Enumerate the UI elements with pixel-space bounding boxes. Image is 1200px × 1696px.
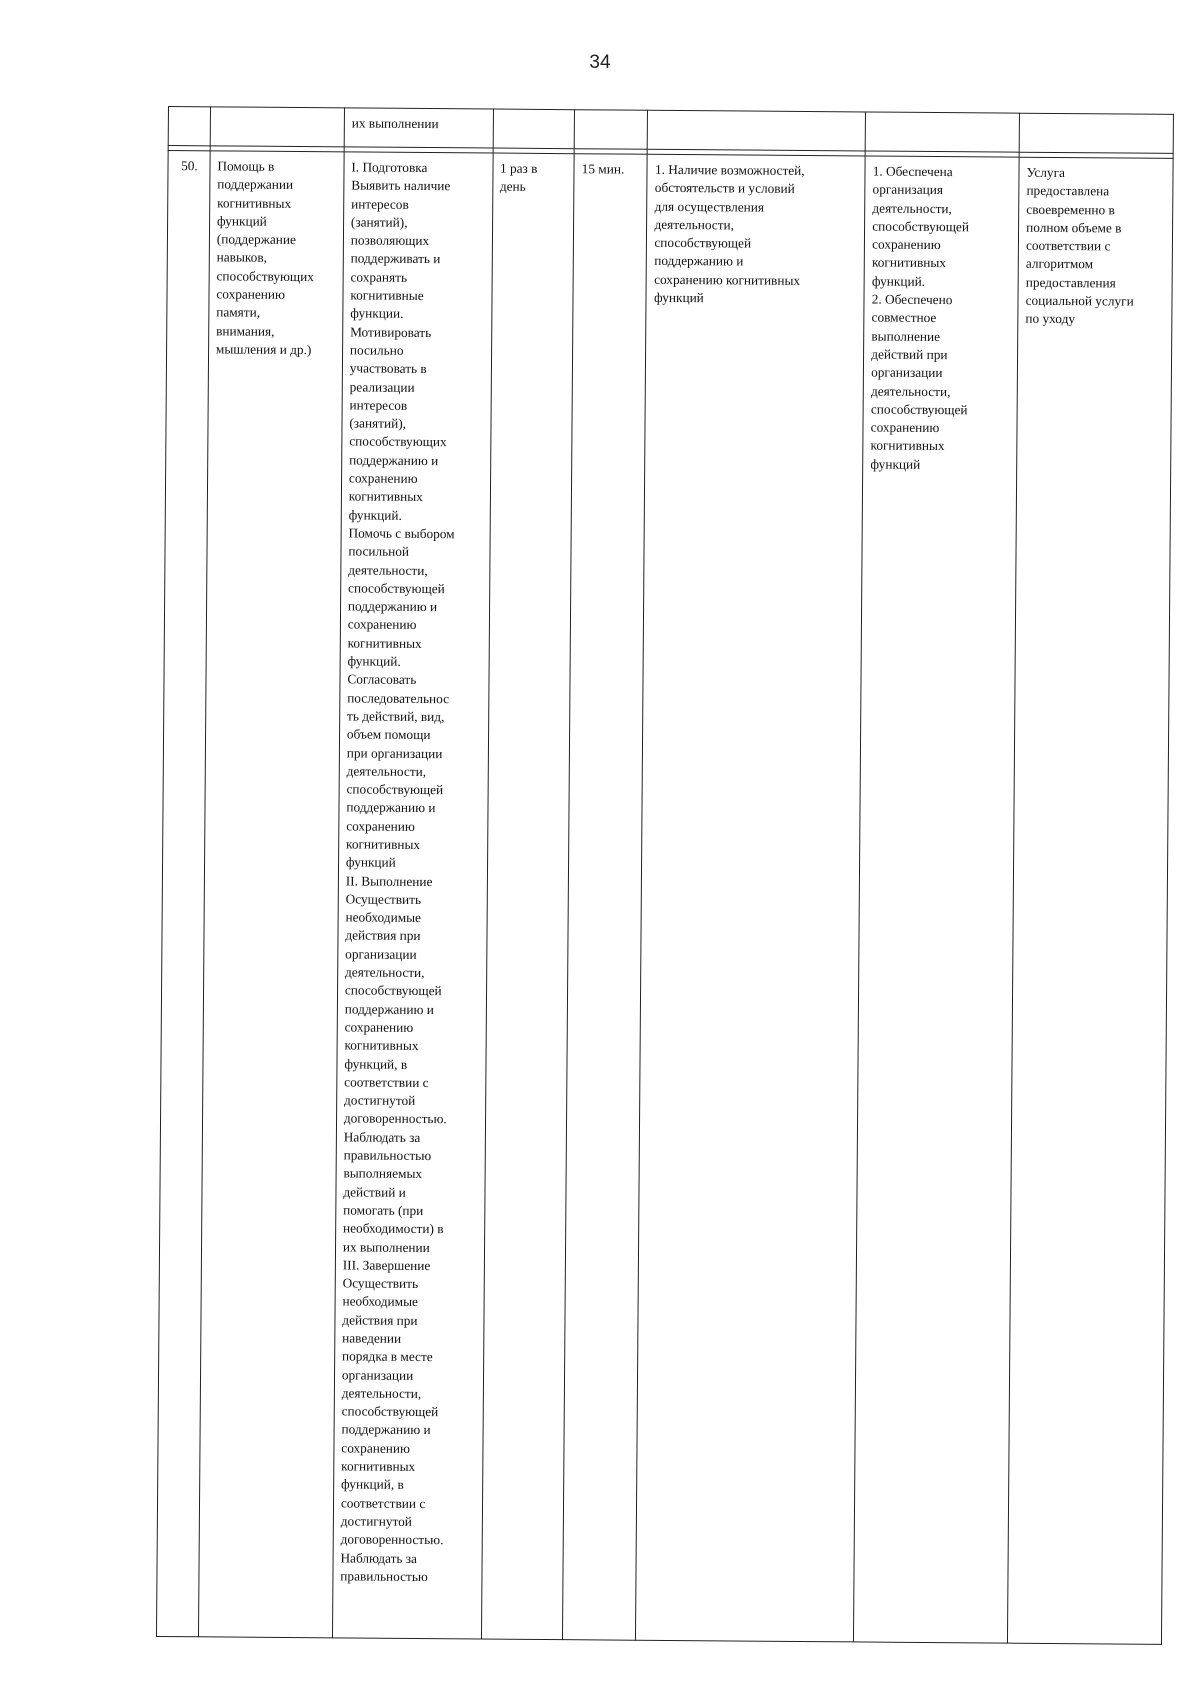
table-cell-number xyxy=(168,107,210,146)
table-cell-evaluation xyxy=(1019,113,1173,153)
service-evaluation: Услуга предоставлена своевременно в полном объеме в соответствии с алгоритмом предоставления социальной услуги по уходу xyxy=(1025,164,1134,327)
duration-cell xyxy=(563,154,648,1641)
table-cell-frequency xyxy=(493,109,575,149)
table-cell-service-name xyxy=(210,107,344,147)
service-conditions: 1. Наличие возможностей, обстоятельств и условий для осуществления деятельности, способствующей поддержанию и сохранению когнитивных функций xyxy=(653,161,805,306)
evaluation-cell xyxy=(1008,157,1174,1644)
service-results: 1. Обеспечена организация деятельности, способствующей сохранению когнитивных функций. 2. Обеспечено совместное выполнение действий при организации деятельности, способствующей сохранению когнитивных функций xyxy=(870,163,970,472)
table-cell-actions: их выполнении xyxy=(344,108,493,148)
table-cell-results xyxy=(865,112,1019,152)
service-standard-table xyxy=(156,106,1174,1645)
table-row-50 xyxy=(156,151,1173,1645)
results-cell xyxy=(854,156,1020,1643)
service-name: Помощь в поддержании когнитивных функций (поддержание навыков, способствующих сохранению памяти, внимания, мышления и др.) xyxy=(215,158,315,358)
service-frequency: 1 раз в день xyxy=(499,160,538,195)
service-name-cell xyxy=(198,151,344,1638)
service-actions: I. Подготовка Выявить наличие интересов (занятий), позволяющих поддерживать и сохранять когнитивные функции. Мотивировать посильно участвовать в реализации интересов (занятий), способствующих поддержанию и сохранению когнитивных функций. Помочь с выбором посильной деятельности, способствующей поддержанию и сохранению когнитивных функций. Согласовать последовательнос ть действий, вид, объем помощи при организации деятельности, способствующей поддержанию и сохранению когнитивных функций II. Выполнение Осуществить необходимые действия при организации деятельности, способствующей поддержанию и сохранению когнитивных функций, в соответствии с достигнутой договоренностью. Наблюдать за правильностью выполняемых действий и помогать (при необходимости) в их выполнении III. Завершение Осуществить необходимые действия при наведении порядка в месте организации деятельности, способствующей поддержанию и сохранению когнитивных функций, в соответствии с достигнутой договоренностью. Наблюдать за правильностью xyxy=(340,159,455,1584)
table-cell-conditions xyxy=(648,110,866,151)
row-number: 50. xyxy=(181,158,198,174)
service-duration: 15 мин. xyxy=(581,161,625,177)
frequency-cell xyxy=(481,153,574,1640)
page-number: 34 xyxy=(589,52,611,73)
conditions-cell xyxy=(636,154,865,1642)
table-cell-duration xyxy=(574,110,648,150)
actions-cell xyxy=(332,152,492,1639)
